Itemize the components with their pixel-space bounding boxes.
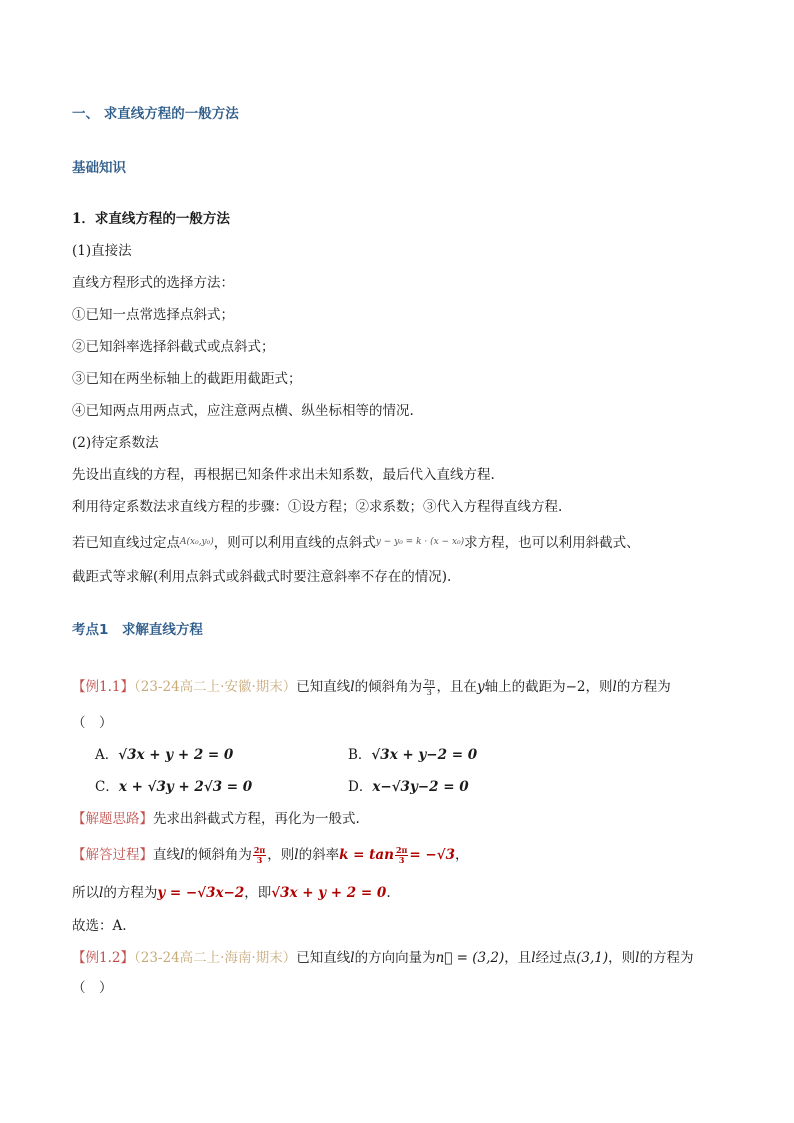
answer: 故选：A. (72, 918, 127, 934)
text-span: 所以 (72, 885, 99, 901)
example-tag: 【例1.2】 (72, 950, 134, 966)
option-label: C． (95, 779, 119, 795)
fraction-numerator: 2π (424, 678, 435, 687)
var-l: l (350, 679, 355, 695)
var-l: l (294, 847, 299, 863)
text-span: ，且在 (436, 679, 477, 695)
angle-fraction (395, 846, 408, 865)
basics-heading: 基础知识 (72, 160, 126, 176)
slope-value: = −√3 (409, 847, 455, 863)
fraction-numerator: 2π (253, 845, 266, 855)
fraction-denominator: 3 (426, 688, 432, 697)
angle-fraction (423, 678, 435, 697)
option-value: √3x + y + 2 = 0 (118, 747, 234, 763)
text-span: 的方程为 (103, 885, 158, 901)
form-selection: 直线方程形式的选择方法： (72, 275, 234, 291)
text-span: 的斜率 (298, 847, 340, 863)
var-l: l (99, 885, 104, 901)
text-span: 轴上的截距为−2，则 (484, 679, 613, 695)
var-l: l (635, 950, 640, 966)
text-span: ，则 (267, 847, 295, 863)
example-1-paren: （ ） (72, 715, 113, 731)
option-b[interactable] (348, 745, 477, 765)
text-span: ，则 (608, 950, 636, 966)
example-1-question (72, 677, 671, 697)
text-span: ，则可以利用直线的点斜式 (213, 535, 376, 551)
option-value: √3x + y−2 = 0 (371, 747, 478, 763)
undetermined-method: (2)待定系数法 (72, 435, 159, 451)
pointslope-line2: 截距式等求解(利用点斜式或斜截式时要注意斜率不存在的情况). (72, 569, 452, 585)
option-label: B． (348, 747, 372, 763)
list-item: ③已知在两坐标轴上的截距用截距式； (72, 371, 302, 387)
equation: y = −√3x−2 (157, 885, 245, 901)
pointslope-line1 (72, 533, 640, 555)
text-span: 的倾斜角为 (184, 847, 252, 863)
example-tag: 【例1.1】 (72, 679, 134, 695)
section-title: 一、 求直线方程的一般方法 (72, 106, 239, 122)
slope-expression: k = tan (339, 847, 394, 863)
option-label: D． (348, 779, 373, 795)
point-formula: A(x₀,y₀) (180, 537, 214, 547)
var-l: l (350, 950, 355, 966)
list-item: ①已知一点常选择点斜式； (72, 307, 234, 323)
var-l: l (531, 950, 536, 966)
option-a[interactable] (95, 745, 233, 765)
point: (3,1) (576, 950, 609, 966)
text-span: 已知直线 (296, 679, 351, 695)
angle-fraction (253, 846, 266, 865)
list-item: ②已知斜率选择斜截式或点斜式； (72, 339, 275, 355)
fraction-denominator: 3 (398, 855, 405, 865)
option-d[interactable] (348, 777, 469, 797)
kaodian-heading: 考点1 求解直线方程 (72, 622, 203, 638)
text-span: 的方向向量为 (354, 950, 436, 966)
solution-conclusion (72, 883, 391, 903)
pointslope-formula: y − y₀ = k · (x − x₀) (375, 537, 465, 547)
fraction-denominator: 3 (256, 855, 263, 865)
option-value: x−√3y−2 = 0 (372, 779, 469, 795)
direct-method: (1)直接法 (72, 243, 132, 259)
fraction-numerator: 2π (395, 845, 408, 855)
steps-text: 利用待定系数法求直线方程的步骤：①设方程；②求系数；③代入方程得直线方程. (72, 499, 563, 515)
option-label: A． (95, 747, 119, 763)
example-2-paren: （ ） (72, 980, 113, 996)
text-span: 若已知直线过定点 (72, 535, 180, 551)
text-span: 的倾斜角为 (354, 679, 423, 695)
text-span: ，即 (244, 885, 272, 901)
text-span: . (386, 885, 391, 901)
solution-idea (72, 809, 360, 829)
var-l: l (612, 679, 617, 695)
text-span: 的方程为 (639, 950, 694, 966)
undetermined-desc: 先设出直线的方程，再根据已知条件求出未知系数，最后代入直线方程. (72, 467, 495, 483)
process-tag: 【解答过程】 (72, 847, 153, 863)
example-source: （23-24高二上·海南·期末） (133, 950, 297, 966)
example-2-question (72, 948, 693, 968)
var-y: y (476, 679, 485, 695)
text-span: ， (454, 847, 469, 863)
equation: √3x + y + 2 = 0 (271, 885, 387, 901)
topic-heading: 1．求直线方程的一般方法 (72, 211, 230, 227)
idea-tag: 【解题思路】 (72, 811, 153, 827)
example-source: （23-24高二上·安徽·期末） (133, 679, 297, 695)
vector: n⃗ = (3,2) (435, 950, 505, 966)
list-item: ④已知两点用两点式，应注意两点横、纵坐标相等的情况. (72, 403, 414, 419)
option-value: x + √3y + 2√3 = 0 (118, 779, 253, 795)
text-span: 已知直线 (296, 950, 351, 966)
text-span: 的方程为 (616, 679, 671, 695)
idea-text: 先求出斜截式方程，再化为一般式. (153, 811, 360, 827)
solution-process (72, 845, 468, 865)
text-span: 直线 (153, 847, 180, 863)
var-l: l (180, 847, 185, 863)
option-c[interactable] (95, 777, 252, 797)
text-span: 经过点 (535, 950, 577, 966)
text-span: 求方程，也可以利用斜截式、 (464, 535, 640, 551)
text-span: ，且 (504, 950, 532, 966)
